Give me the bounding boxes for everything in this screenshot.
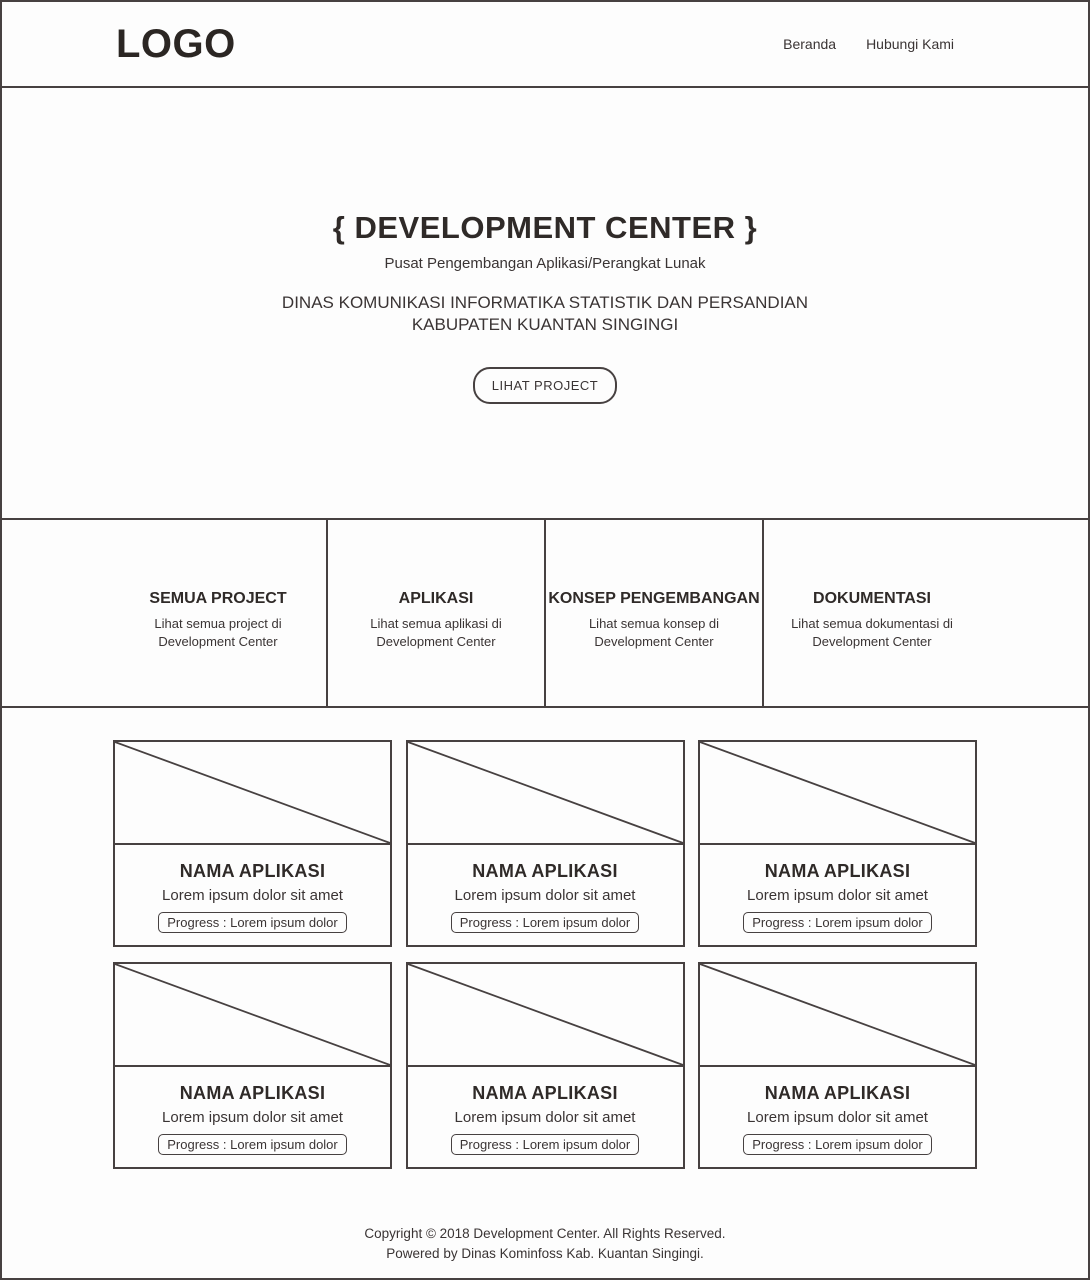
feature-title: SEMUA PROJECT <box>149 590 287 607</box>
project-card-body <box>700 845 975 933</box>
projects-section <box>2 708 1088 1169</box>
nav-item-beranda[interactable]: Beranda <box>783 36 837 52</box>
page-title: { DEVELOPMENT CENTER } <box>332 210 758 245</box>
project-progress-badge: Progress : Lorem ipsum dolor <box>743 1134 932 1155</box>
project-card[interactable] <box>406 740 685 947</box>
feature-title: DOKUMENTASI <box>813 590 931 607</box>
powered-by-text: Powered by Dinas Kominfoss Kab. Kuantan Singingi. <box>386 1246 704 1262</box>
project-thumbnail-placeholder <box>115 742 390 845</box>
agency-line-2: KABUPATEN KUANTAN SINGINGI <box>411 315 679 335</box>
project-card[interactable] <box>698 740 977 947</box>
feature-aplikasi[interactable] <box>326 520 544 706</box>
feature-description: Lihat semua project di Development Center <box>154 616 282 649</box>
diagonal-placeholder-icon <box>700 964 975 1065</box>
project-progress-badge: Progress : Lorem ipsum dolor <box>158 1134 347 1155</box>
project-name: NAMA APLIKASI <box>179 861 326 881</box>
project-progress-badge: Progress : Lorem ipsum dolor <box>451 912 640 933</box>
project-card-body <box>408 845 683 933</box>
diagonal-placeholder-icon <box>700 742 975 843</box>
page-subtitle: Pusat Pengembangan Aplikasi/Perangkat Lunak <box>384 255 706 273</box>
project-card[interactable] <box>113 962 392 1169</box>
hero-section <box>2 88 1088 518</box>
diagonal-placeholder-icon <box>408 964 683 1065</box>
project-card-body <box>408 1067 683 1155</box>
project-thumbnail-placeholder <box>408 964 683 1067</box>
diagonal-placeholder-icon <box>115 964 390 1065</box>
project-thumbnail-placeholder <box>700 742 975 845</box>
project-description: Lorem ipsum dolor sit amet <box>747 887 928 904</box>
project-description: Lorem ipsum dolor sit amet <box>454 887 636 904</box>
nav-item-hubungi-kami[interactable]: Hubungi Kami <box>866 36 954 52</box>
project-name: NAMA APLIKASI <box>764 1083 911 1103</box>
project-card-body <box>700 1067 975 1155</box>
cards-row-2 <box>113 962 977 1169</box>
diagonal-placeholder-icon <box>115 742 390 843</box>
header <box>2 2 1088 88</box>
feature-konsep-pengembangan[interactable] <box>544 520 762 706</box>
project-name: NAMA APLIKASI <box>179 1083 326 1103</box>
feature-description: Lihat semua aplikasi di Development Center <box>370 616 502 649</box>
feature-dokumentasi[interactable] <box>762 520 980 706</box>
logo[interactable]: LOGO <box>116 21 236 66</box>
project-thumbnail-placeholder <box>115 964 390 1067</box>
project-progress-badge: Progress : Lorem ipsum dolor <box>158 912 347 933</box>
feature-title: KONSEP PENGEMBANGAN <box>548 590 760 607</box>
feature-description: Lihat semua dokumentasi di Development Center <box>791 616 953 649</box>
cards-row-1 <box>113 740 977 947</box>
project-card[interactable] <box>698 962 977 1169</box>
agency-name <box>2 292 1088 336</box>
project-description: Lorem ipsum dolor sit amet <box>454 1109 636 1126</box>
features-row <box>110 520 980 706</box>
project-thumbnail-placeholder <box>408 742 683 845</box>
project-progress-badge: Progress : Lorem ipsum dolor <box>451 1134 640 1155</box>
project-description: Lorem ipsum dolor sit amet <box>747 1109 928 1126</box>
copyright-text: Copyright © 2018 Development Center. All Rights Reserved. <box>364 1226 726 1241</box>
project-description: Lorem ipsum dolor sit amet <box>162 1109 343 1126</box>
project-card-body <box>115 1067 390 1155</box>
lihat-project-button[interactable]: LIHAT PROJECT <box>473 367 617 404</box>
project-progress-badge: Progress : Lorem ipsum dolor <box>743 912 932 933</box>
project-thumbnail-placeholder <box>700 964 975 1067</box>
feature-semua-project[interactable] <box>110 520 326 706</box>
project-name: NAMA APLIKASI <box>472 861 618 881</box>
project-description: Lorem ipsum dolor sit amet <box>162 887 343 904</box>
features-section <box>2 518 1088 708</box>
footer <box>2 1224 1088 1265</box>
project-name: NAMA APLIKASI <box>764 861 911 881</box>
diagonal-placeholder-icon <box>408 742 683 843</box>
project-card[interactable] <box>406 962 685 1169</box>
agency-line-1: DINAS KOMUNIKASI INFORMATIKA STATISTIK DAN PERSANDIAN <box>281 293 809 313</box>
project-name: NAMA APLIKASI <box>472 1083 618 1103</box>
feature-title: APLIKASI <box>398 590 474 607</box>
main-nav <box>783 36 954 52</box>
project-card[interactable] <box>113 740 392 947</box>
project-card-body <box>115 845 390 933</box>
feature-description: Lihat semua konsep di Development Center <box>588 616 720 649</box>
